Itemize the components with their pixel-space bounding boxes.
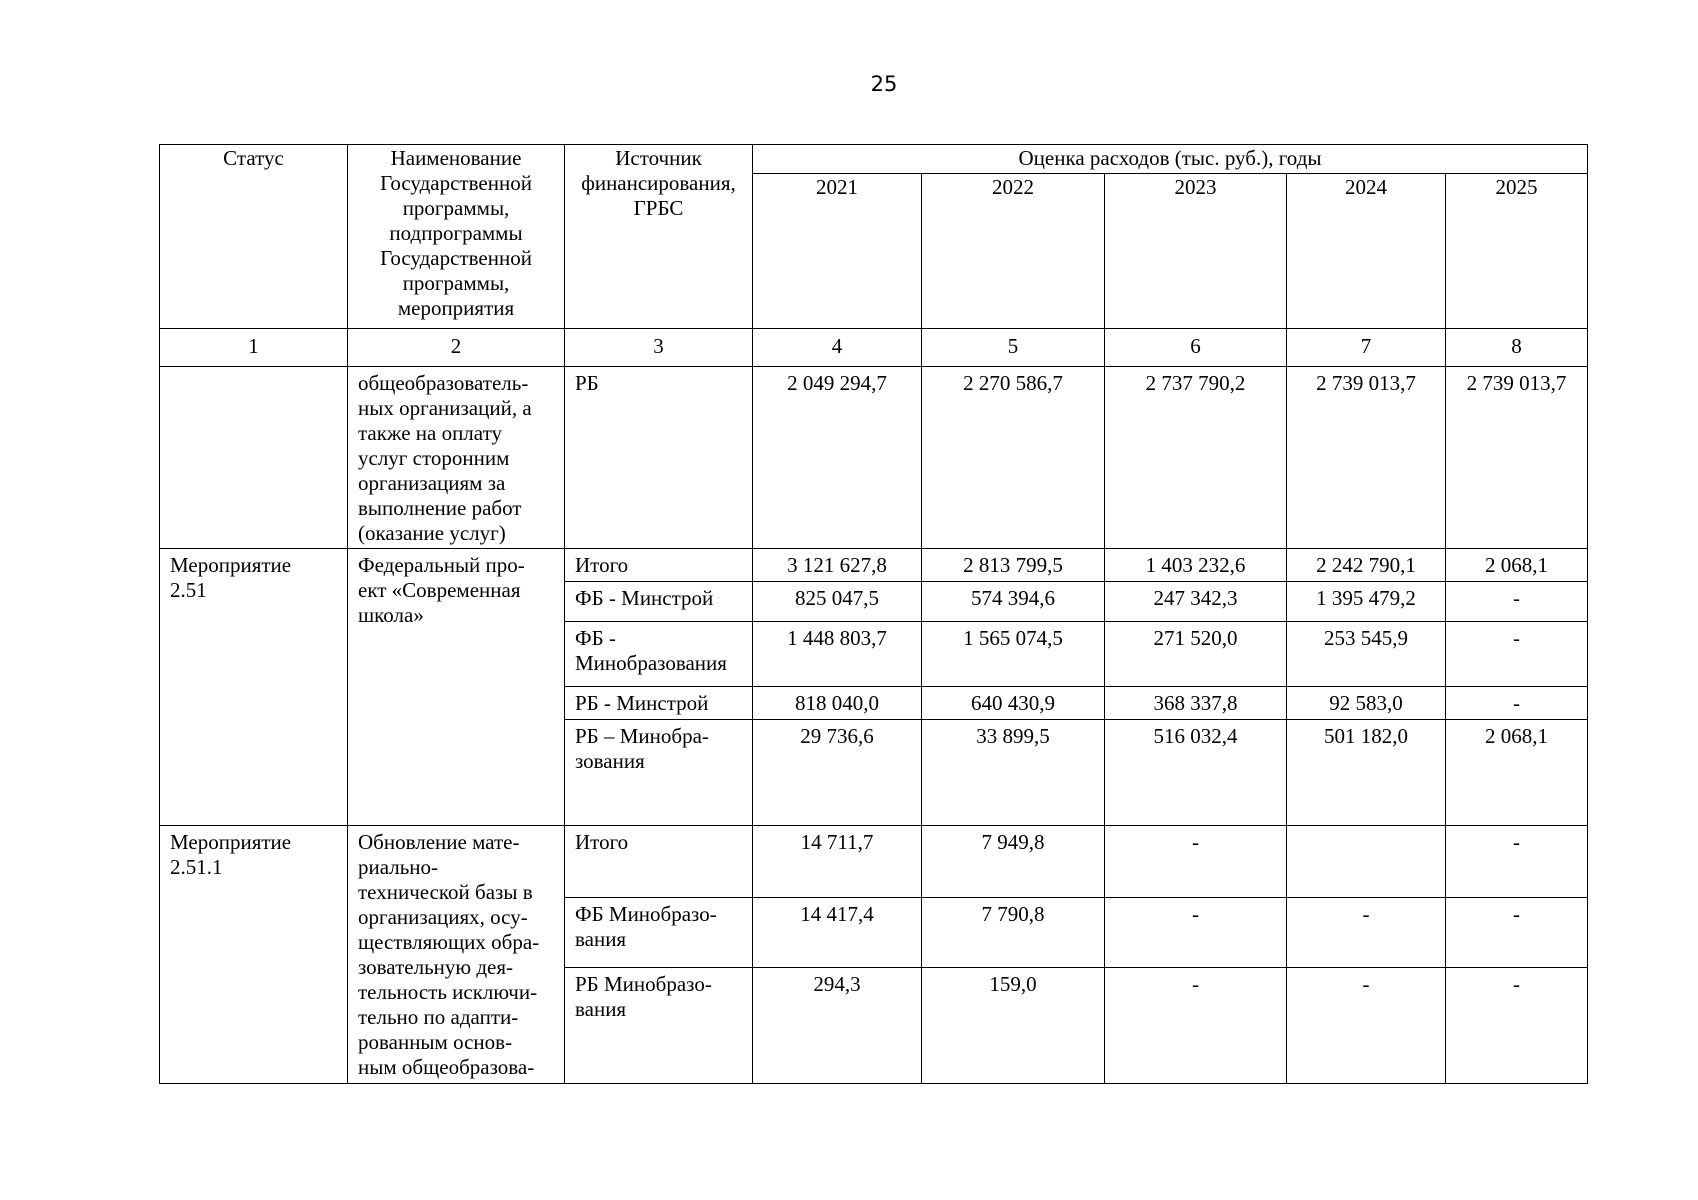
text-line: мероприятия [397, 296, 515, 320]
value-cell [1287, 549, 1446, 582]
header-year [753, 174, 922, 329]
value-text: 92 583,0 [1329, 691, 1403, 715]
value-cell [922, 720, 1105, 826]
column-number-label: 6 [1190, 334, 1201, 358]
header-estimate-label: Оценка расходов (тыс. руб.), годы [1018, 146, 1322, 170]
value-text: - [1192, 972, 1199, 996]
value-text: - [1362, 972, 1370, 996]
text-line: риально- [358, 855, 439, 879]
value-text: - [1513, 902, 1520, 926]
value-text: 3 121 627,8 [787, 553, 887, 577]
text-line: ФБ - Минстрой [575, 586, 714, 610]
value-cell [1105, 898, 1287, 968]
text-line: РБ Минобразо- [575, 972, 712, 996]
value-text: 2 242 790,1 [1316, 553, 1416, 577]
text-line: Мероприятие [170, 553, 292, 577]
text-line: ФБ Минобразо- [575, 902, 717, 926]
value-text: 368 337,8 [1153, 691, 1238, 715]
value-text: - [1513, 586, 1520, 610]
text-line: Минобразования [575, 651, 727, 675]
text-line: (оказание услуг) [358, 521, 506, 545]
text-line: программы, [402, 196, 510, 220]
value-cell [1446, 367, 1588, 549]
measure-status [160, 549, 348, 826]
value-text: - [1513, 830, 1520, 854]
text-line: тельность исключи- [358, 980, 538, 1004]
text-line: общеобразователь- [358, 371, 529, 395]
text-line: ным общеобразова- [358, 1055, 535, 1079]
value-cell [1446, 826, 1588, 898]
value-cell [753, 582, 922, 622]
value-text: 1 448 803,7 [787, 626, 887, 650]
source-cell [565, 549, 753, 582]
value-text: - [1362, 902, 1370, 926]
value-cell [1287, 898, 1446, 968]
value-cell [1446, 549, 1588, 582]
value-text: - [1192, 830, 1199, 854]
value-cell [1287, 968, 1446, 1084]
value-cell [1287, 826, 1446, 898]
column-number-label: 8 [1511, 334, 1522, 358]
value-cell [1105, 826, 1287, 898]
text-line: также на оплату [358, 421, 502, 445]
text-line: услуг сторонним [358, 446, 510, 470]
value-cell [1287, 582, 1446, 622]
value-text: 640 430,9 [971, 691, 1055, 715]
text-line: технической базы в [358, 880, 533, 904]
column-number [1105, 329, 1287, 367]
value-text: 29 736,6 [800, 724, 874, 748]
source-cell [565, 622, 753, 687]
column-number-label: 3 [653, 334, 664, 358]
value-cell [922, 687, 1105, 720]
text-line: Государственной [380, 246, 532, 270]
value-text: 14 711,7 [800, 830, 874, 854]
value-cell [753, 622, 922, 687]
value-text: 2 068,1 [1485, 724, 1548, 748]
value-cell [753, 687, 922, 720]
year-label: 2021 [816, 175, 858, 199]
value-cell [1105, 367, 1287, 549]
text-line: подпрограммы [389, 221, 523, 245]
value-cell [1446, 968, 1588, 1084]
value-text: 516 032,4 [1153, 724, 1238, 748]
value-text: 247 342,3 [1153, 586, 1238, 610]
value-text: - [1192, 902, 1199, 926]
text-line: финансирования, [581, 171, 736, 195]
value-cell [1105, 549, 1287, 582]
value-cell [1446, 898, 1588, 968]
column-number [753, 329, 922, 367]
text-line: 2.51.1 [170, 855, 223, 879]
text-line: Наименование [390, 146, 522, 170]
value-text: 2 739 013,7 [1316, 371, 1416, 395]
text-line: школа» [358, 603, 424, 627]
value-text: 1 403 232,6 [1145, 553, 1246, 577]
value-text: 294,3 [813, 972, 861, 996]
value-text: 818 040,0 [795, 691, 879, 715]
value-cell [922, 968, 1105, 1084]
column-number-label: 7 [1360, 334, 1372, 358]
source-cell [565, 968, 753, 1084]
value-text: 1 395 479,2 [1316, 586, 1416, 610]
value-text: 2 049 294,7 [787, 371, 887, 395]
page-number: 25 [870, 72, 898, 96]
measure-name [348, 367, 565, 549]
value-text: 1 565 074,5 [963, 626, 1063, 650]
value-cell [1105, 968, 1287, 1084]
measure-status [160, 826, 348, 1084]
value-text: - [1513, 626, 1520, 650]
value-text: - [1513, 691, 1520, 715]
year-label: 2023 [1174, 175, 1217, 199]
value-text: 7 949,8 [981, 830, 1045, 854]
column-number [565, 329, 753, 367]
value-text: 7 790,8 [981, 902, 1045, 926]
header-name [348, 145, 565, 329]
value-cell [1287, 367, 1446, 549]
text-line: РБ - Минстрой [575, 691, 709, 715]
column-number [1446, 329, 1588, 367]
value-cell [753, 367, 922, 549]
value-text: 2 739 013,7 [1466, 371, 1567, 395]
column-number [1287, 329, 1446, 367]
year-label: 2025 [1495, 175, 1538, 199]
value-cell [922, 549, 1105, 582]
text-line: вания [575, 927, 627, 951]
text-line: Итого [575, 830, 629, 854]
header-status [160, 145, 348, 329]
source-cell [565, 687, 753, 720]
text-line: 2.51 [170, 578, 207, 602]
column-number-label: 5 [1007, 334, 1019, 358]
header-source [565, 145, 753, 329]
value-text: - [1513, 972, 1520, 996]
column-number-label: 4 [831, 334, 843, 358]
header-status-label: Статус [223, 146, 284, 170]
column-number-label: 1 [248, 334, 259, 358]
text-line: РБ – Минобра- [575, 724, 709, 748]
text-line: организациях, осу- [358, 905, 528, 929]
source-cell [565, 898, 753, 968]
value-cell [753, 720, 922, 826]
value-text: 825 047,5 [795, 586, 879, 610]
status-cell-empty [160, 367, 348, 549]
value-cell [753, 549, 922, 582]
value-cell [922, 582, 1105, 622]
text-line: Итого [575, 553, 629, 577]
value-cell [922, 367, 1105, 549]
source-cell [565, 826, 753, 898]
value-cell [1105, 687, 1287, 720]
value-cell [1287, 687, 1446, 720]
header-estimate [753, 145, 1588, 174]
value-text: 2 270 586,7 [963, 371, 1063, 395]
year-label: 2024 [1345, 175, 1387, 199]
text-line: тельно по адапти- [358, 1005, 519, 1029]
value-text: 501 182,0 [1324, 724, 1408, 748]
text-line: организациям за [358, 471, 506, 495]
text-line: ФБ - [575, 626, 616, 650]
value-text: 271 520,0 [1153, 626, 1238, 650]
value-cell [753, 826, 922, 898]
value-cell [922, 898, 1105, 968]
text-line: Источник [615, 146, 702, 170]
text-line: Федеральный про- [358, 553, 525, 577]
text-line: Мероприятие [170, 830, 292, 854]
text-line: программы, [402, 271, 510, 295]
text-line: выполнение работ [358, 496, 522, 520]
text-line: ГРБС [633, 196, 684, 220]
value-cell [1446, 720, 1588, 826]
value-text: 2 813 799,5 [963, 553, 1063, 577]
budget-table [159, 144, 1588, 1084]
column-number [922, 329, 1105, 367]
value-text: 2 737 790,2 [1145, 371, 1246, 395]
value-text: 253 545,9 [1324, 626, 1408, 650]
value-text: 159,0 [989, 972, 1037, 996]
text-line: Обновление мате- [358, 830, 520, 854]
text-line: вания [575, 997, 627, 1021]
value-text: 33 899,5 [976, 724, 1050, 748]
measure-name [348, 549, 565, 826]
value-cell [1446, 582, 1588, 622]
value-cell [1105, 582, 1287, 622]
column-number [348, 329, 565, 367]
text-line: рованным основ- [358, 1030, 513, 1054]
value-cell [1105, 720, 1287, 826]
measure-name [348, 826, 565, 1084]
column-number [160, 329, 348, 367]
value-cell [1287, 720, 1446, 826]
header-year [1287, 174, 1446, 329]
source-cell [565, 582, 753, 622]
text-line: зования [575, 749, 645, 773]
text-line: ществляющих обра- [358, 930, 540, 954]
value-cell [753, 898, 922, 968]
column-number-label: 2 [450, 334, 462, 358]
source-cell [565, 367, 753, 549]
value-cell [1446, 622, 1588, 687]
value-text: 2 068,1 [1485, 553, 1548, 577]
text-line: ных организаций, а [358, 396, 532, 420]
header-year [1446, 174, 1588, 329]
header-year [922, 174, 1105, 329]
year-label: 2022 [992, 175, 1034, 199]
source-cell [565, 720, 753, 826]
value-cell [753, 968, 922, 1084]
value-cell [1446, 687, 1588, 720]
text-line: зовательную дея- [358, 955, 513, 979]
value-cell [922, 622, 1105, 687]
text-line: ект «Современная [358, 578, 521, 602]
value-text: 574 394,6 [971, 586, 1055, 610]
text-line: Государственной [380, 171, 532, 195]
value-cell [1287, 622, 1446, 687]
source-label: РБ [575, 371, 599, 395]
value-text: 14 417,4 [800, 902, 874, 926]
header-year [1105, 174, 1287, 329]
value-cell [922, 826, 1105, 898]
value-cell [1105, 622, 1287, 687]
